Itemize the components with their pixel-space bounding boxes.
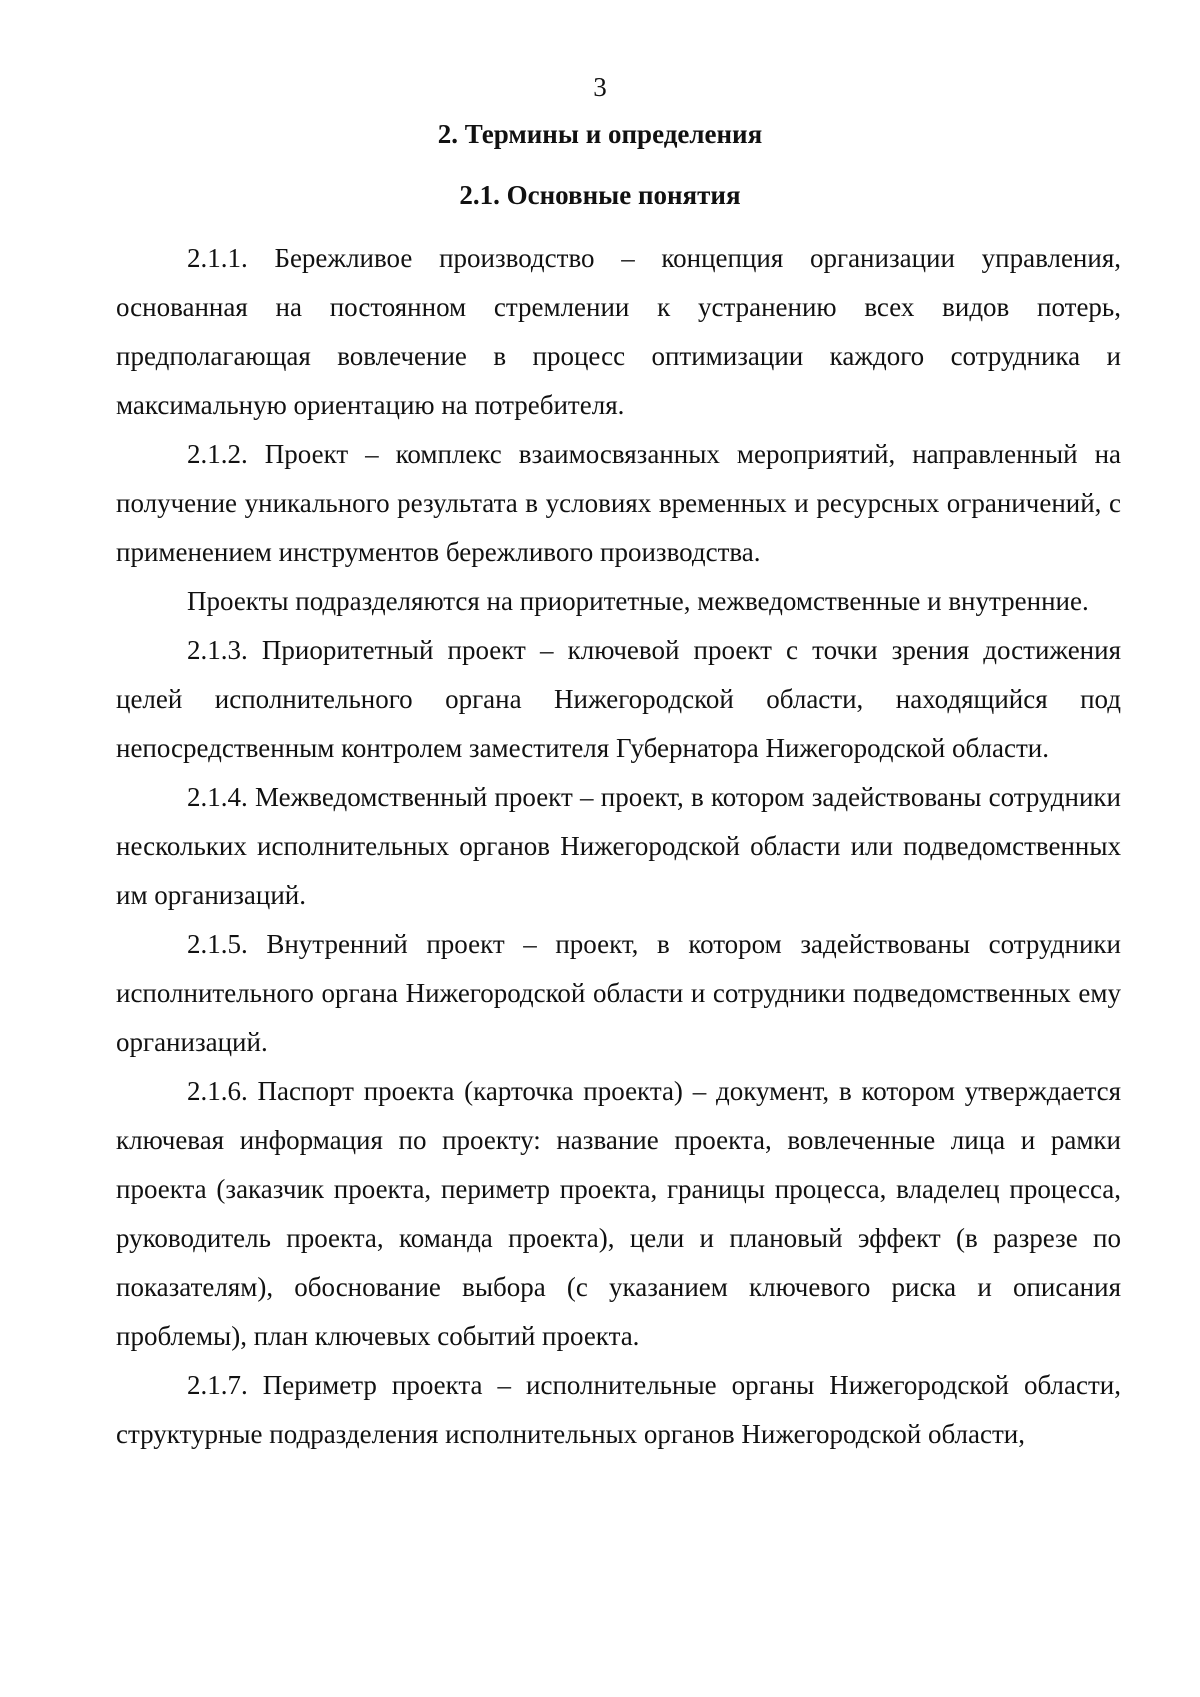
paragraph-2-1-5: 2.1.5. Внутренний проект – проект, в котором задействованы сотрудники исполнительного органа Нижегородской области и сотрудники подведомственных ему организаций. xyxy=(116,929,1121,1057)
paragraph-project-types: Проекты подразделяются на приоритетные, межведомственные и внутренние. xyxy=(187,586,1089,616)
paragraph-2-1-4: 2.1.4. Межведомственный проект – проект, в котором задействованы сотрудники нескольких исполнительных органов Нижегородской области или подведомственных им организаций. xyxy=(116,782,1121,910)
paragraph-2-1-7: 2.1.7. Периметр проекта – исполнительные органы Нижегородской области, структурные подразделения исполнительных органов Нижегородской области, xyxy=(116,1370,1121,1449)
page-number: 3 xyxy=(593,72,607,102)
paragraph-2-1-2: 2.1.2. Проект – комплекс взаимосвязанных мероприятий, направленный на получение уникального результата в условиях временных и ресурсных ограничений, с применением инструментов бережливого производства. xyxy=(116,439,1121,567)
section-title: 2. Термины и определения xyxy=(437,119,763,149)
paragraph-2-1-1: 2.1.1. Бережливое производство – концепция организации управления, основанная на постоянном стремлении к устранению всех видов потерь, предполагающая вовлечение в процесс оптимизации каждого сотрудника и максимальную ориентацию на потребителя. xyxy=(116,243,1121,420)
paragraph-2-1-3: 2.1.3. Приоритетный проект – ключевой проект с точки зрения достижения целей исполнительного органа Нижегородской области, находящийся под непосредственным контролем заместителя Губернатора Нижегородской области. xyxy=(116,635,1121,763)
subsection-title: 2.1. Основные понятия xyxy=(459,180,741,210)
paragraph-2-1-6: 2.1.6. Паспорт проекта (карточка проекта) – документ, в котором утверждается ключевая информация по проекту: название проекта, вовлеченные лица и рамки проекта (заказчик проекта, периметр проекта, границы процесса, владелец процесса, руководитель проекта, команда проекта), цели и плановый эффект (в разрезе по показателям), обоснование выбора (с указанием ключевого риска и описания проблемы), план ключевых событий проекта. xyxy=(116,1076,1121,1351)
document-body xyxy=(116,234,1121,1459)
